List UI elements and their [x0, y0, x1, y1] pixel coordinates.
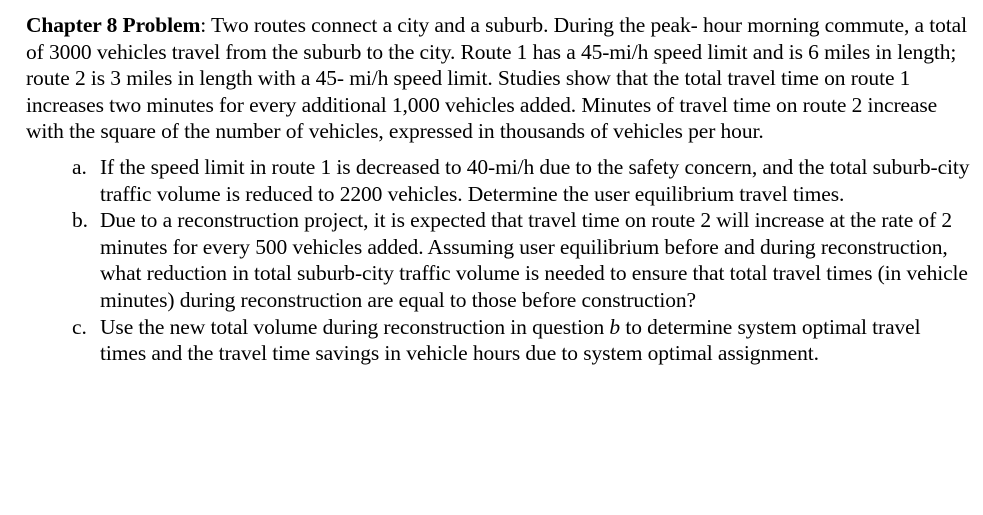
- problem-parts-list: [26, 154, 971, 367]
- part-marker: b.: [72, 208, 88, 233]
- part-text-after: to determine system optimal travel times and the travel time savings in vehicle hours due to system optimal assignment.: [100, 314, 921, 366]
- part-marker: a.: [72, 154, 87, 179]
- part-text-before: Use the new total volume during reconstruction in question: [100, 314, 605, 339]
- problem-part-b: [26, 207, 971, 313]
- problem-part-c: [26, 314, 971, 367]
- part-marker: c.: [72, 314, 87, 339]
- problem-label: Chapter 8 Problem: [26, 13, 201, 37]
- part-text: Due to a reconstruction project, it is expected that travel time on route 2 will increase at the rate of 2 minutes for every 500 vehicles added. Assuming user equilibrium before and during reconstruction, what reduction in total suburb-city traffic volume is needed to ensure that total travel times (in vehicle minutes) during reconstruction are equal to those before construction?: [100, 208, 968, 312]
- part-text: If the speed limit in route 1 is decreased to 40-mi/h due to the safety concern, and the total suburb-city traffic volume is reduced to 2200 vehicles. Determine the user equilibrium travel times.: [100, 154, 970, 206]
- problem-part-a: [26, 154, 971, 207]
- problem-label-separator: :: [200, 13, 207, 37]
- problem-statement: [26, 12, 971, 145]
- part-variable: b: [609, 314, 621, 339]
- problem-text: Two routes connect a city and a suburb. During the peak- hour morning commute, a total of 3000 vehicles travel from the suburb to the city. Route 1 has a 45-mi/h speed limit and is 6 miles in length; route 2 is 3 miles in length with a 45- mi/h speed limit. Studies show that the total travel time on route 1 increases two minutes for every additional 1,000 vehicles added. Minutes of travel time on route 2 increase with the square of the number of vehicles, expressed in thousands of vehicles per hour.: [26, 13, 967, 144]
- problem-document: [26, 12, 971, 367]
